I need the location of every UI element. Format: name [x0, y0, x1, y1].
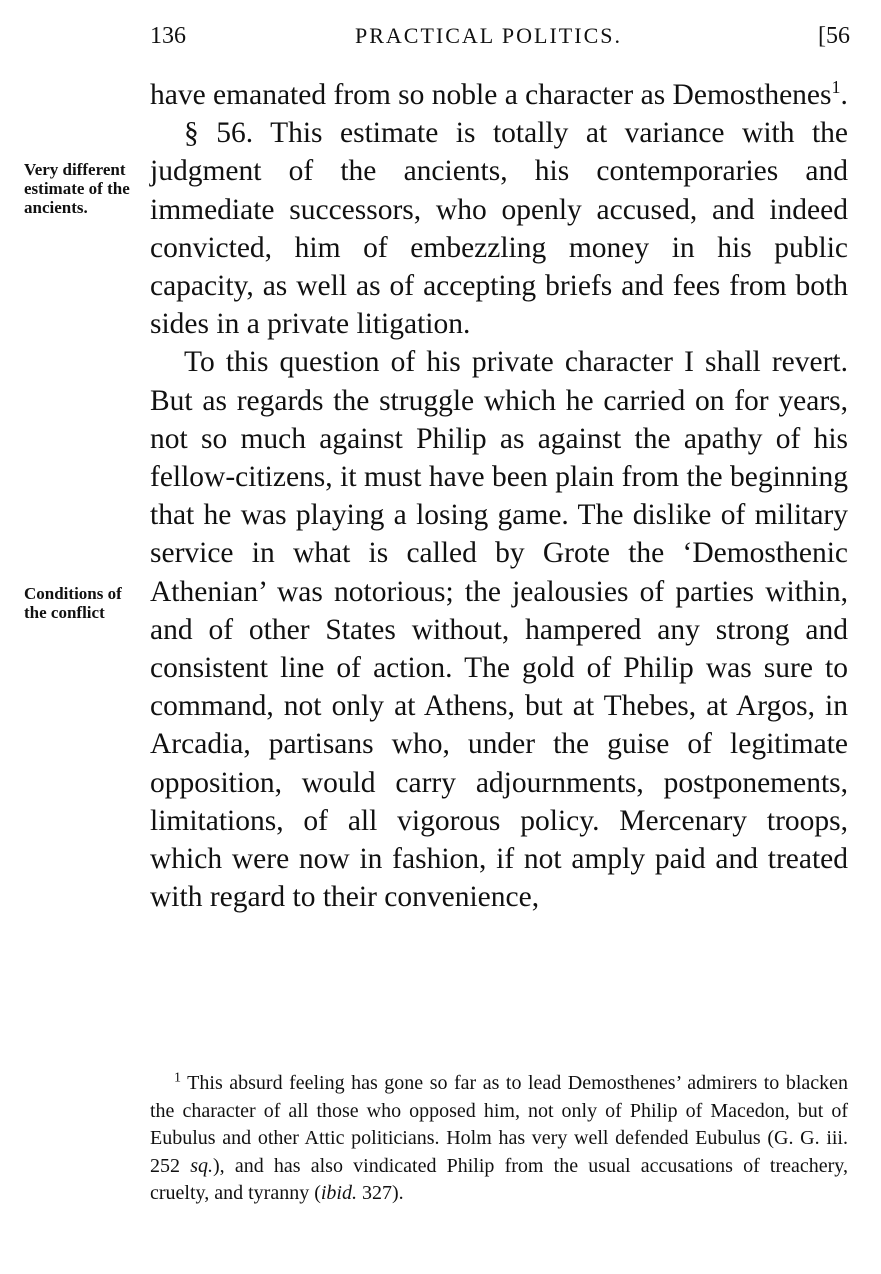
- paragraph-private-character: To this question of his private character I shall revert. But as regards the struggle which he carried on for years, not so much against Philip as against the apathy of his fellow-citizens, it must have been plain from the beginning that he was playing a losing game. The dislike of military service in what is called by Grote the ‘Demosthenic Athenian’ was notorious; the jealousies of parties within, and of other States without, hampered any strong and consistent line of action. The gold of Philip was sure to command, not only at Athens, but at Thebes, at Argos, in Arcadia, partisans who, under the guise of legitimate opposition, would carry adjournments, postponements, limitations, of all vigorous policy. Mercenary troops, which were now in fashion, if not amply paid and treated with regard to their convenience,: [150, 346, 848, 914]
- page-number: 136: [150, 23, 186, 49]
- footnote-text: $^1$ This absurd feeling has gone so far as to lead Demosthenes’ admirers to blacken the character of all those who opposed him, not only of Philip of Macedon, but of Eubulus and other Attic politicians. Holm has very well defended Eubulus (G. G. iii. 252 sq.), and has also vindicated Philip from the usual accusations of treachery, cruelty, and tyranny (ibid. 327).: [150, 1070, 849, 1204]
- margin-note-estimate: Very different estimate of the ancients.: [24, 160, 130, 217]
- footnote: [150, 1070, 848, 1208]
- footnote-reference: 1: [831, 77, 841, 98]
- page-header: [150, 18, 850, 54]
- paragraph-section-56: § 56. This estimate is totally at variance with the judgment of the ancients, his contemporaries and immediate successors, who openly accused, and indeed convicted, him of embezzling money in his public capacity, as well as of accepting briefs and fees from both sides in a private litigation.: [150, 117, 848, 341]
- running-head: PRACTICAL POLITICS.: [355, 23, 622, 48]
- body-text: [150, 76, 848, 916]
- paragraph-continuation: have emanated from so noble a character as Demosthenes$^1$.: [150, 77, 848, 111]
- footnote-marker: 1: [174, 1070, 181, 1086]
- section-marker: [56: [818, 23, 850, 49]
- margin-note-conditions: Conditions of the conflict: [24, 584, 122, 622]
